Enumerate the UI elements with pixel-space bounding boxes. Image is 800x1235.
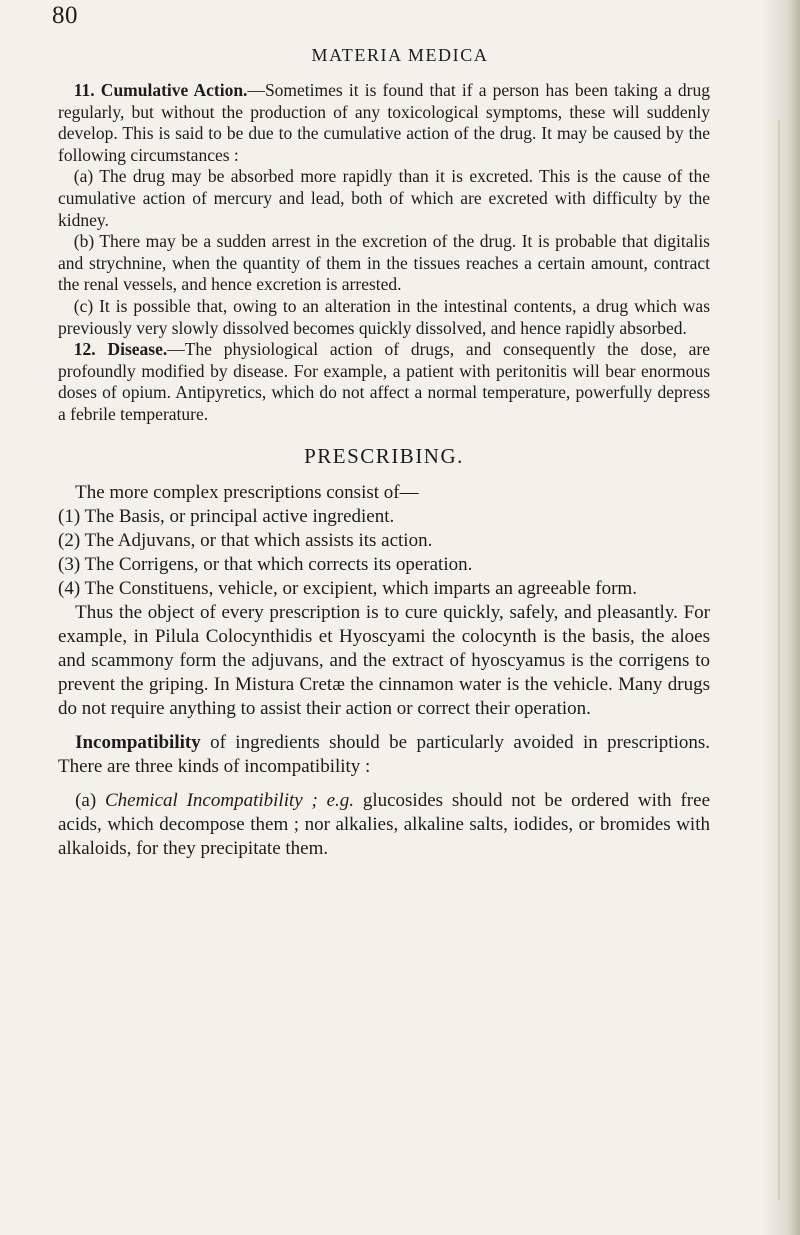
section-11-heading: 11. Cumulative Action. (73, 80, 248, 100)
list-item: (2) The Adjuvans, or that which assists its action. (58, 530, 433, 552)
chemical-text: glucosides should not be ordered with free acids, which decompose them ; nor alkalies, alkaline salts, iodides, or bromides with alkaloids, for they precipitate them. (58, 790, 710, 860)
prescribing-paragraph: Thus the object of every prescription is to cure quickly, safely, and pleasantly. For example, in Pilula Colocynthidis et Hyoscyami the colocynth is the basis, the aloes and scammony form the adjuvans, and the extract of hyoscyamus is the corrigens to prevent the griping. In Mistura Cretæ the cinnamon water is the vehicle. Many drugs do not require anything to assist their action or correct their operation. (58, 602, 710, 720)
incompatibility-text: of ingredients should be particularly avoided in prescriptions. There are three kinds of incompatibility : (58, 732, 710, 778)
section-11c-paragraph: (c) It is possible that, owing to an alteration in the intestinal contents, a drug which was previously very slowly dissolved becomes quickly dissolved, and hence rapidly absorbed. (58, 295, 710, 338)
page-edge-shadow (762, 0, 800, 1235)
section-11b-paragraph: (b) There may be a sudden arrest in the excretion of the drug. It is probable that digitalis and strychnine, when the quantity of them in the tissues reaches a certain amount, contract the renal vessels, and hence excretion is arrested. (58, 231, 710, 295)
section-11a-paragraph: (a) The drug may be absorbed more rapidly than it is excreted. This is the cause of the cumulative action of mercury and lead, both of which are excreted with difficulty by the kidney. (58, 166, 710, 230)
list-item: (1) The Basis, or principal active ingredient. (58, 506, 395, 528)
page-number: 80 (52, 2, 78, 29)
section-12-heading: 12. Disease. (73, 339, 168, 360)
chemical-incompatibility-paragraph (58, 789, 710, 861)
section-11-paragraph (58, 80, 710, 166)
prescription-parts-list (58, 505, 710, 601)
incompatibility-paragraph (58, 731, 710, 779)
page-body (58, 80, 710, 861)
prescribing-intro: The more complex prescriptions consist of— (75, 482, 419, 504)
running-head: MATERIA MEDICA (311, 45, 489, 65)
prescribing-section (58, 481, 710, 861)
list-item: (3) The Corrigens, or that which corrects its operation. (58, 554, 473, 576)
section-12-text: —The physiological action of drugs, and consequently the dose, are profoundly modified by disease. For example, a patient with peritonitis will bear enormous doses of opium. Antipyretics, which do not affect a normal temperature, powerfully depress a febrile temperature. (58, 339, 711, 424)
list-item: (4) The Constituens, vehicle, or excipient, which imparts an agreeable form. (58, 578, 637, 600)
chemical-title: Chemical Incompatibility ; e.g. (104, 790, 355, 812)
prescribing-title: PRESCRIBING. (304, 443, 464, 468)
section-11-text: —Sometimes it is found that if a person has been taking a drug regularly, but without the production of any toxicological symptoms, these will suddenly develop. This is said to be due to the cumulative action of the drug. It may be caused by the following circumstances : (58, 80, 710, 165)
incompatibility-heading: Incompatibility (75, 732, 201, 754)
section-12-paragraph (58, 339, 710, 425)
chemical-label: (a) (75, 790, 97, 812)
